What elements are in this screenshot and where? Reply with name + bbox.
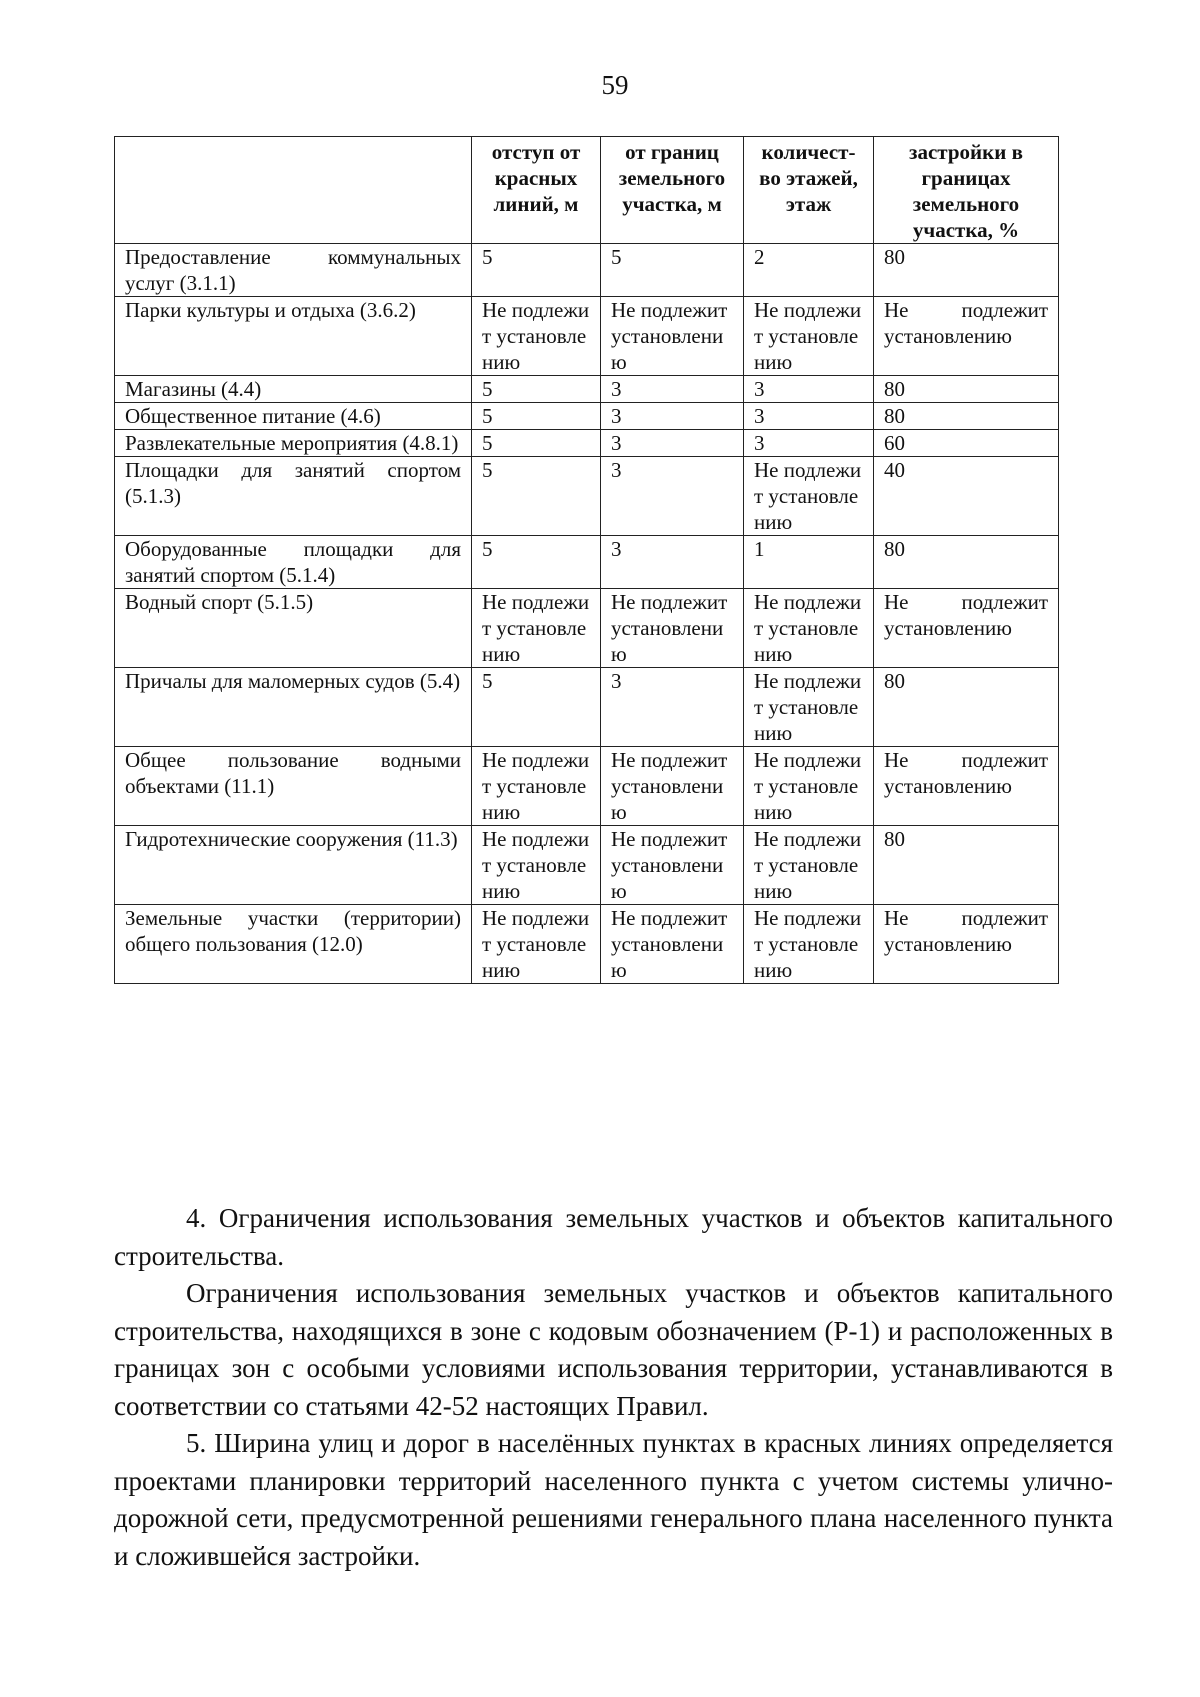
value-cell: Не подлежит установлению — [874, 905, 1059, 984]
value-cell: Не подлежит установлению — [601, 297, 744, 376]
value-cell: Не подлежит установлению — [472, 747, 601, 826]
table-row — [115, 589, 1059, 668]
use-type-cell: Гидротехнические сооружения (11.3) — [115, 826, 472, 905]
paragraph-restrictions-heading: 4. Ограничения использования земельных участков и объектов капитального строительства. — [114, 1203, 1113, 1271]
value-cell: 3 — [601, 376, 744, 403]
value-cell: 3 — [601, 403, 744, 430]
value-cell: 2 — [744, 244, 874, 297]
value-cell: 80 — [874, 403, 1059, 430]
value-cell: Не подлежит установлению — [744, 747, 874, 826]
value-cell: Не подлежит установлению — [472, 297, 601, 376]
value-cell: Не подлежит установлению — [472, 905, 601, 984]
table-row — [115, 826, 1059, 905]
value-cell: 3 — [601, 536, 744, 589]
header-cell: количест-во этажей, этаж — [744, 137, 874, 244]
header-cell: отступ от красных линий, м — [472, 137, 601, 244]
value-cell: 80 — [874, 536, 1059, 589]
table-row — [115, 430, 1059, 457]
value-cell: Не подлежит установлению — [744, 826, 874, 905]
value-cell: 5 — [472, 430, 601, 457]
use-type-cell: Оборудованные площадки для занятий спортом (5.1.4) — [115, 536, 472, 589]
value-cell: Не подлежит установлению — [472, 589, 601, 668]
use-type-cell: Причалы для маломерных судов (5.4) — [115, 668, 472, 747]
table-row — [115, 536, 1059, 589]
value-cell: 80 — [874, 826, 1059, 905]
value-cell: Не подлежит установлению — [744, 668, 874, 747]
parameters-table — [114, 136, 1059, 984]
use-type-cell: Магазины (4.4) — [115, 376, 472, 403]
value-cell: 80 — [874, 244, 1059, 297]
table-row — [115, 403, 1059, 430]
table-header-row — [115, 137, 1059, 244]
value-cell: 3 — [744, 376, 874, 403]
value-cell: 1 — [744, 536, 874, 589]
use-type-cell: Земельные участки (территории) общего пользования (12.0) — [115, 905, 472, 984]
use-type-cell: Общественное питание (4.6) — [115, 403, 472, 430]
value-cell: Не подлежит установлению — [472, 826, 601, 905]
value-cell: Не подлежит установлению — [744, 457, 874, 536]
table-row — [115, 905, 1059, 984]
value-cell: Не подлежит установлению — [874, 747, 1059, 826]
value-cell: 5 — [472, 536, 601, 589]
value-cell: 5 — [472, 668, 601, 747]
value-cell: 3 — [601, 430, 744, 457]
page-number: 59 — [601, 70, 629, 100]
value-cell: 3 — [744, 430, 874, 457]
table-row — [115, 297, 1059, 376]
value-cell: Не подлежит установлению — [744, 905, 874, 984]
table-row — [115, 747, 1059, 826]
value-cell: 3 — [601, 457, 744, 536]
value-cell: 5 — [472, 244, 601, 297]
use-type-cell: Развлекательные мероприятия (4.8.1) — [115, 430, 472, 457]
table-row — [115, 244, 1059, 297]
value-cell: 60 — [874, 430, 1059, 457]
table-row — [115, 668, 1059, 747]
value-cell: Не подлежит установлению — [601, 747, 744, 826]
use-type-cell: Предоставление коммунальных услуг (3.1.1) — [115, 244, 472, 297]
value-cell: 5 — [472, 403, 601, 430]
header-cell: от границ земельного участка, м — [601, 137, 744, 244]
body-text — [114, 1200, 1113, 1575]
value-cell: Не подлежит установлению — [601, 589, 744, 668]
value-cell: Не подлежит установлению — [874, 297, 1059, 376]
value-cell: Не подлежит установлению — [874, 589, 1059, 668]
use-type-cell: Водный спорт (5.1.5) — [115, 589, 472, 668]
value-cell: 80 — [874, 376, 1059, 403]
use-type-cell: Парки культуры и отдыха (3.6.2) — [115, 297, 472, 376]
table-row — [115, 376, 1059, 403]
paragraph-street-width: 5. Ширина улиц и дорог в населённых пунктах в красных линиях определяется проектами планировки территорий населенного пункта с учетом системы улично-дорожной сети, предусмотренной решениями генерального плана населенного пункта и сложившейся застройки. — [114, 1428, 1113, 1571]
value-cell: 80 — [874, 668, 1059, 747]
value-cell: 5 — [601, 244, 744, 297]
table-row — [115, 457, 1059, 536]
value-cell: 40 — [874, 457, 1059, 536]
header-cell — [115, 137, 472, 244]
value-cell: 3 — [601, 668, 744, 747]
use-type-cell: Площадки для занятий спортом (5.1.3) — [115, 457, 472, 536]
paragraph-restrictions-body: Ограничения использования земельных участков и объектов капитального строительства, находящихся в зоне с кодовым обозначением (Р-1) и расположенных в границах зон с особыми условиями использования территории, устанавливаются в соответствии со статьями 42-52 настоящих Правил. — [114, 1278, 1113, 1421]
value-cell: Не подлежит установлению — [601, 826, 744, 905]
header-cell: застройки в границах земельного участка, % — [874, 137, 1059, 244]
value-cell: Не подлежит установлению — [744, 297, 874, 376]
value-cell: Не подлежит установлению — [744, 589, 874, 668]
value-cell: 5 — [472, 376, 601, 403]
value-cell: 5 — [472, 457, 601, 536]
value-cell: 3 — [744, 403, 874, 430]
use-type-cell: Общее пользование водными объектами (11.1) — [115, 747, 472, 826]
value-cell: Не подлежит установлению — [601, 905, 744, 984]
